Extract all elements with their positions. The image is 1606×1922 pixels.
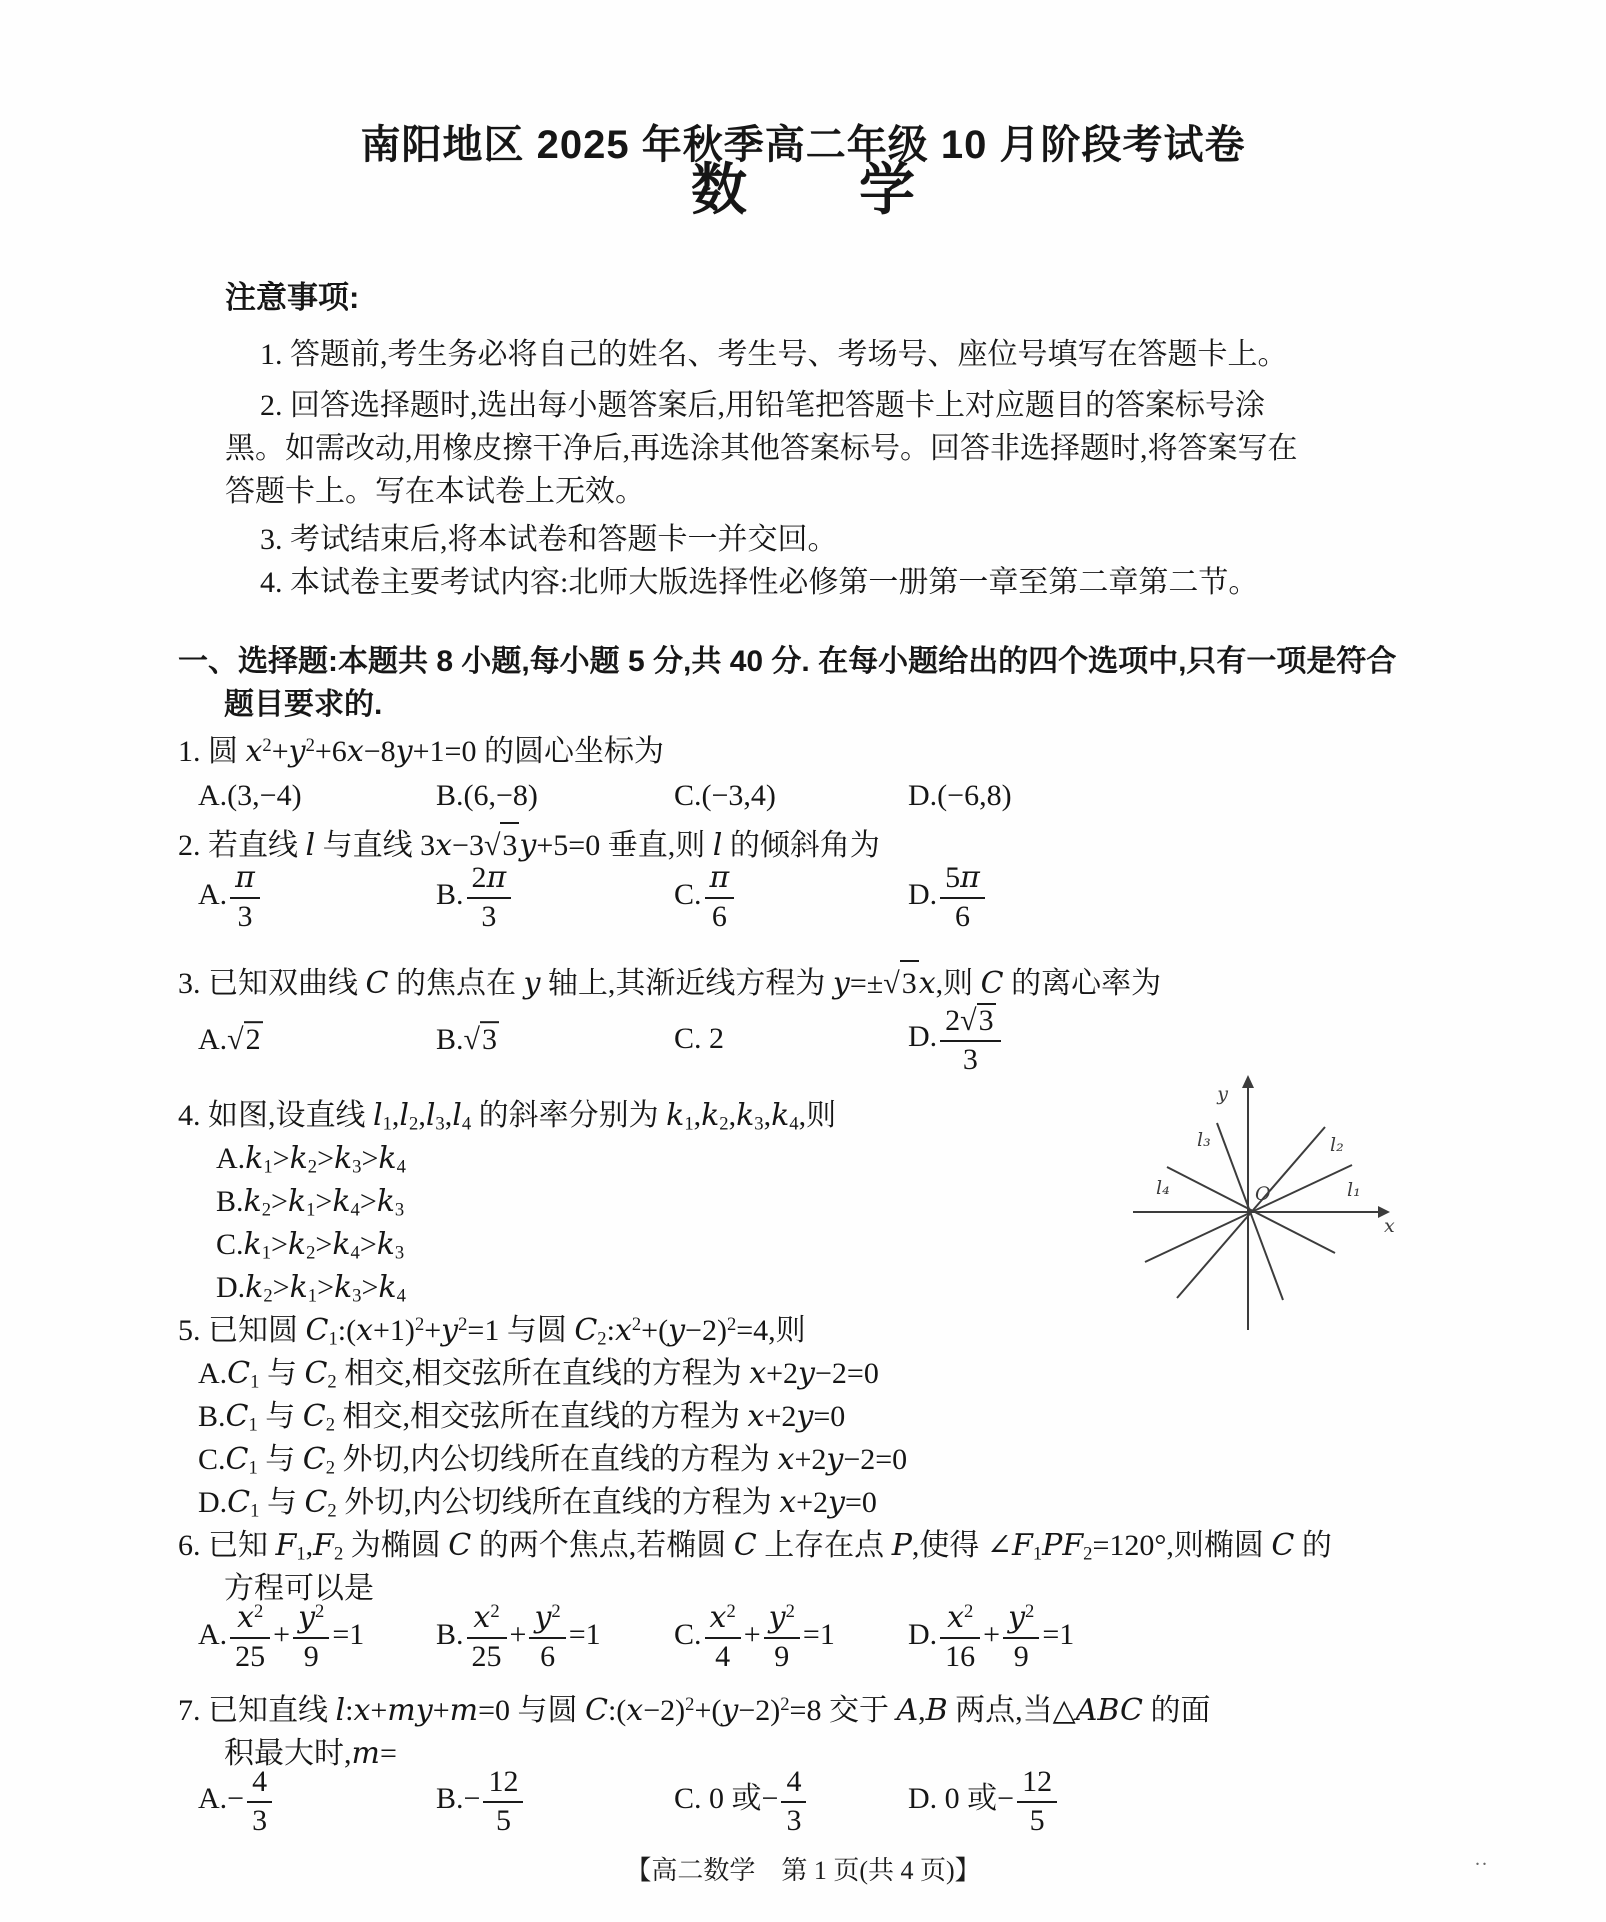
question-5 [178, 1309, 1468, 1524]
q3-option-b: B.√3 [436, 1023, 497, 1057]
origin-label: O [1255, 1183, 1271, 1205]
question-7 [178, 1689, 1468, 1841]
q7-option-c: C. 0 或− $\frac{4}{3}$ [674, 1766, 809, 1836]
q4-figure [1128, 1072, 1398, 1332]
notices-section [225, 276, 1415, 604]
q7-option-a: A.− $\frac{4}{3}$ [198, 1766, 275, 1836]
notice-item-4: 4. 本试卷主要考试内容:北师大版选择性必修第一册第一章至第二章第二节。 [260, 566, 1259, 599]
question-1 [178, 730, 1468, 819]
q1-option-c: C.(−3,4) [674, 779, 776, 813]
q2-stem: 2. 若直线 l 与直线 3x−3√3y+5=0 垂直,则 l 的倾斜角为 [178, 822, 1468, 867]
q2-option-a: A. $\frac{\pi}{3}$ [198, 862, 263, 932]
notice-item-2-line3: 答题卡上。写在本试卷上无效。 [225, 475, 645, 508]
q4-stem: 4. 如图,设直线 $l_1,l_2,l_3,l_4$ 的斜率分别为 $k_1,k_2,k_3,k_4$,则 [178, 1098, 837, 1135]
q2-option-c: C. $\frac{\pi}{6}$ [674, 862, 737, 932]
q7-option-d: D. 0 或− $\frac{12}{5}$ [908, 1766, 1060, 1836]
q1-option-b: B.(6,−8) [436, 779, 538, 813]
q5-stem: 5. 已知圆 $C_1:(x+1)^2+y^2=1$ 与圆 $C_2:x^2+(y-2)^2=4$,则 [178, 1313, 806, 1350]
q6-stem-line1: 6. 已知 $F_1,F_2$ 为椭圆 C 的两个焦点,若椭圆 C 上存在点 P,使得 $\angle F_1PF_2=120^\circ$,则椭圆 C 的 [178, 1528, 1332, 1565]
q6-option-c: C. $\frac{x^2}{4}$ + $\frac{y^2}{9}$ =1 [674, 1600, 835, 1673]
q7-option-b: B.− $\frac{12}{5}$ [436, 1766, 526, 1836]
scan-artifact-dots: .. [1475, 1848, 1489, 1870]
page-footer: 【高二数学 第 1 页(共 4 页)】 [625, 1856, 981, 1885]
q6-options [178, 1595, 1468, 1679]
q7-stem-line1: 7. 已知直线 l:x+my+m=0 与圆 $C:(x-2)^2+(y-2)^2=8$ 交于 A,B 两点,当△ABC 的面 [178, 1693, 1211, 1728]
y-axis-arrow [1242, 1075, 1254, 1088]
section-heading-line2: 题目要求的. [224, 688, 383, 721]
notice-item-2-line2: 黑。如需改动,用橡皮擦干净后,再选涂其他答案标号。回答非选择题时,将答案写在 [225, 432, 1298, 465]
q1-options [178, 773, 1468, 819]
q3-option-c: C. 2 [674, 1022, 725, 1056]
q1-stem: 1. 圆 $x^2+y^2+6x-8y+1=0$ 的圆心坐标为 [178, 734, 664, 769]
notice-item-2-line1: 2. 回答选择题时,选出每小题答案后,用铅笔把答题卡上对应题目的答案标号涂 [260, 389, 1265, 422]
q4-option-c: $C.k_1>k_2>k_4>k_3$ [216, 1227, 405, 1264]
notices-heading: 注意事项: [225, 280, 360, 315]
q4-option-d: $D.k_2>k_1>k_3>k_4$ [216, 1270, 406, 1307]
line-l2-label: l₂ [1330, 1134, 1344, 1156]
notice-item-1: 1. 答题前,考生务必将自己的姓名、考生号、考场号、座位号填写在答题卡上。 [260, 338, 1288, 371]
y-axis-label: y [1217, 1083, 1228, 1105]
section-heading-line1: 一、选择题:本题共 8 小题,每小题 5 分,共 40 分. 在每小题给出的四个选项中,只有一项是符合 [178, 645, 1397, 678]
page-title: 南阳地区 2025 年秋季高二年级 10 月阶段考试卷 [360, 122, 1246, 167]
q6-option-b: B. $\frac{x^2}{25}$ + $\frac{y^2}{6}$ =1 [436, 1600, 601, 1673]
q5-option-d: $D.C_1$ 与 $C_2$ 外切,内公切线所在直线的方程为 x+2y=0 [198, 1485, 877, 1522]
q5-option-a: $A.C_1$ 与 $C_2$ 相交,相交弦所在直线的方程为 x+2y−2=0 [198, 1356, 879, 1393]
line-l4-label: l₄ [1156, 1177, 1170, 1199]
q1-option-d: D.(−6,8) [908, 779, 1012, 813]
q5-option-c: $C.C_1$ 与 $C_2$ 外切,内公切线所在直线的方程为 x+2y−2=0 [198, 1442, 908, 1479]
question-3 [178, 960, 1468, 1087]
question-6 [178, 1524, 1468, 1679]
q4-option-b: $B.k_2>k_1>k_4>k_3$ [216, 1184, 405, 1221]
q7-options [178, 1761, 1468, 1841]
subject-title: 数 学 [691, 158, 915, 221]
question-2 [178, 822, 1468, 942]
q2-option-b: B. $\frac{2\pi}{3}$ [436, 862, 514, 932]
x-axis-label: x [1384, 1215, 1395, 1237]
q3-option-d: D. $\frac{2√3}{3}$ [908, 1003, 1004, 1075]
q6-stem-line2: 方程可以是 [224, 1572, 374, 1605]
q6-option-d: D. $\frac{x^2}{16}$ + $\frac{y^2}{9}$ =1 [908, 1600, 1075, 1673]
q7-stem-line2: 积最大时,m= [224, 1736, 397, 1771]
line-l1-label: l₁ [1347, 1179, 1361, 1201]
q2-option-d: D. $\frac{5\pi}{6}$ [908, 862, 988, 932]
q1-option-a: A.(3,−4) [198, 779, 302, 813]
notice-item-3: 3. 考试结束后,将本试卷和答题卡一并交回。 [260, 523, 838, 556]
q3-stem: 3. 已知双曲线 C 的焦点在 y 轴上,其渐近线方程为 y=±√3x,则 C 的离心率为 [178, 960, 1468, 1005]
line-l3-label: l₃ [1197, 1129, 1211, 1151]
q5-option-b: $B.C_1$ 与 $C_2$ 相交,相交弦所在直线的方程为 x+2y=0 [198, 1399, 846, 1436]
q4-option-a: $A.k_1>k_2>k_3>k_4$ [216, 1141, 406, 1178]
q3-option-a: A.√2 [198, 1023, 261, 1057]
q6-option-a: A. $\frac{x^2}{25}$ + $\frac{y^2}{9}$ =1 [198, 1600, 365, 1673]
q2-options [178, 852, 1468, 942]
